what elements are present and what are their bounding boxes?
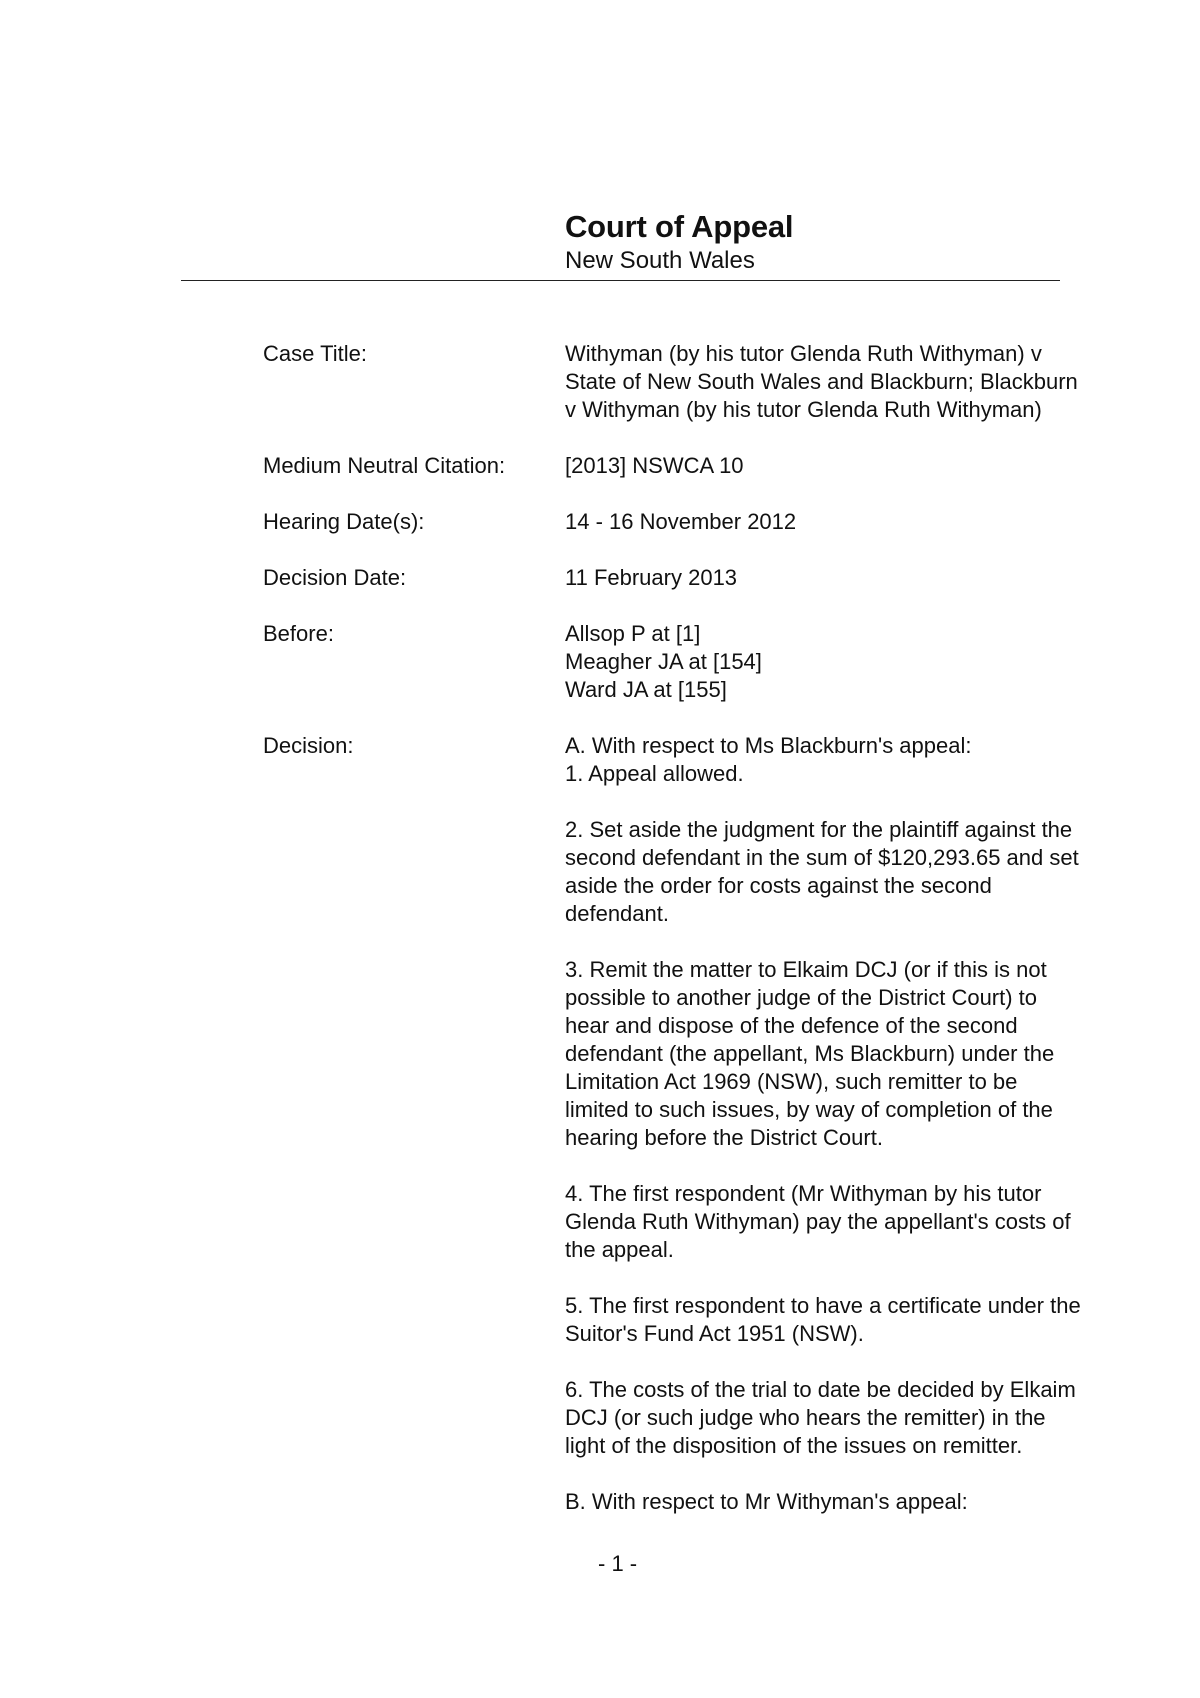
- decision-value: [565, 732, 1143, 1516]
- decision-paragraph: [565, 1376, 1143, 1460]
- decision-line: light of the disposition of the issues on remitter.: [565, 1433, 1023, 1458]
- document-header: [565, 208, 793, 276]
- decision-paragraph: [565, 1180, 1143, 1264]
- decision-line: Glenda Ruth Withyman) pay the appellant's costs of: [565, 1209, 1071, 1234]
- decision-line: 2. Set aside the judgment for the plaintiff against the: [565, 817, 1073, 842]
- decision-line: second defendant in the sum of $120,293.65 and set: [565, 845, 1079, 870]
- decision-paragraph: [565, 732, 1143, 788]
- decision-line: aside the order for costs against the second: [565, 873, 992, 898]
- case-title-line: v Withyman (by his tutor Glenda Ruth Withyman): [565, 397, 1042, 422]
- case-title-line: Withyman (by his tutor Glenda Ruth Withyman) v: [565, 341, 1042, 366]
- decision-paragraph: [565, 1292, 1143, 1348]
- decision-paragraph: [565, 1488, 1143, 1516]
- before-label: Before:: [263, 621, 334, 646]
- decision-line: 5. The first respondent to have a certificate under the: [565, 1293, 1081, 1318]
- citation-value: [2013] NSWCA 10: [565, 453, 744, 478]
- citation-row: [263, 452, 1143, 480]
- decision-label: Decision:: [263, 733, 354, 758]
- judge-line: Meagher JA at [154]: [565, 649, 762, 674]
- case-title-label: Case Title:: [263, 341, 367, 366]
- hearing-dates-value: 14 - 16 November 2012: [565, 509, 797, 534]
- before-value: [565, 620, 1143, 704]
- decision-line: Limitation Act 1969 (NSW), such remitter to be: [565, 1069, 1018, 1094]
- decision-line: 3. Remit the matter to Elkaim DCJ (or if this is not: [565, 957, 1047, 982]
- decision-line: 6. The costs of the trial to date be decided by Elkaim: [565, 1377, 1076, 1402]
- page-number: - 1 -: [598, 1551, 638, 1576]
- hearing-dates-label: Hearing Date(s):: [263, 509, 425, 534]
- hearing-dates-row: [263, 508, 1143, 536]
- decision-line: 4. The first respondent (Mr Withyman by his tutor: [565, 1181, 1042, 1206]
- decision-row: [263, 732, 1143, 1516]
- decision-paragraph: [565, 956, 1143, 1152]
- decision-line: DCJ (or such judge who hears the remitter) in the: [565, 1405, 1046, 1430]
- decision-paragraph: [565, 816, 1143, 928]
- case-title-line: State of New South Wales and Blackburn; Blackburn: [565, 369, 1078, 394]
- decision-line: possible to another judge of the District Court) to: [565, 985, 1038, 1010]
- decision-line: limited to such issues, by way of completion of the: [565, 1097, 1053, 1122]
- decision-line: 1. Appeal allowed.: [565, 761, 744, 786]
- decision-line: defendant (the appellant, Ms Blackburn) under the: [565, 1041, 1055, 1066]
- case-title-row: [263, 340, 1143, 424]
- decision-line: B. With respect to Mr Withyman's appeal:: [565, 1489, 968, 1514]
- decision-date-label: Decision Date:: [263, 565, 407, 590]
- decision-line: the appeal.: [565, 1237, 674, 1262]
- court-title: Court of Appeal: [565, 209, 794, 244]
- judge-line: Allsop P at [1]: [565, 621, 701, 646]
- decision-date-value: 11 February 2013: [565, 565, 738, 590]
- before-row: [263, 620, 1143, 704]
- judge-line: Ward JA at [155]: [565, 677, 727, 702]
- court-jurisdiction: New South Wales: [565, 247, 755, 274]
- decision-line: hearing before the District Court.: [565, 1125, 883, 1150]
- case-title-value: [565, 340, 1143, 424]
- citation-label: Medium Neutral Citation:: [263, 453, 506, 478]
- decision-line: defendant.: [565, 901, 669, 926]
- header-divider: [181, 280, 1060, 281]
- decision-date-row: [263, 564, 1143, 592]
- decision-line: Suitor's Fund Act 1951 (NSW).: [565, 1321, 864, 1346]
- decision-line: A. With respect to Ms Blackburn's appeal:: [565, 733, 972, 758]
- decision-line: hear and dispose of the defence of the second: [565, 1013, 1018, 1038]
- case-details: [263, 340, 1143, 1544]
